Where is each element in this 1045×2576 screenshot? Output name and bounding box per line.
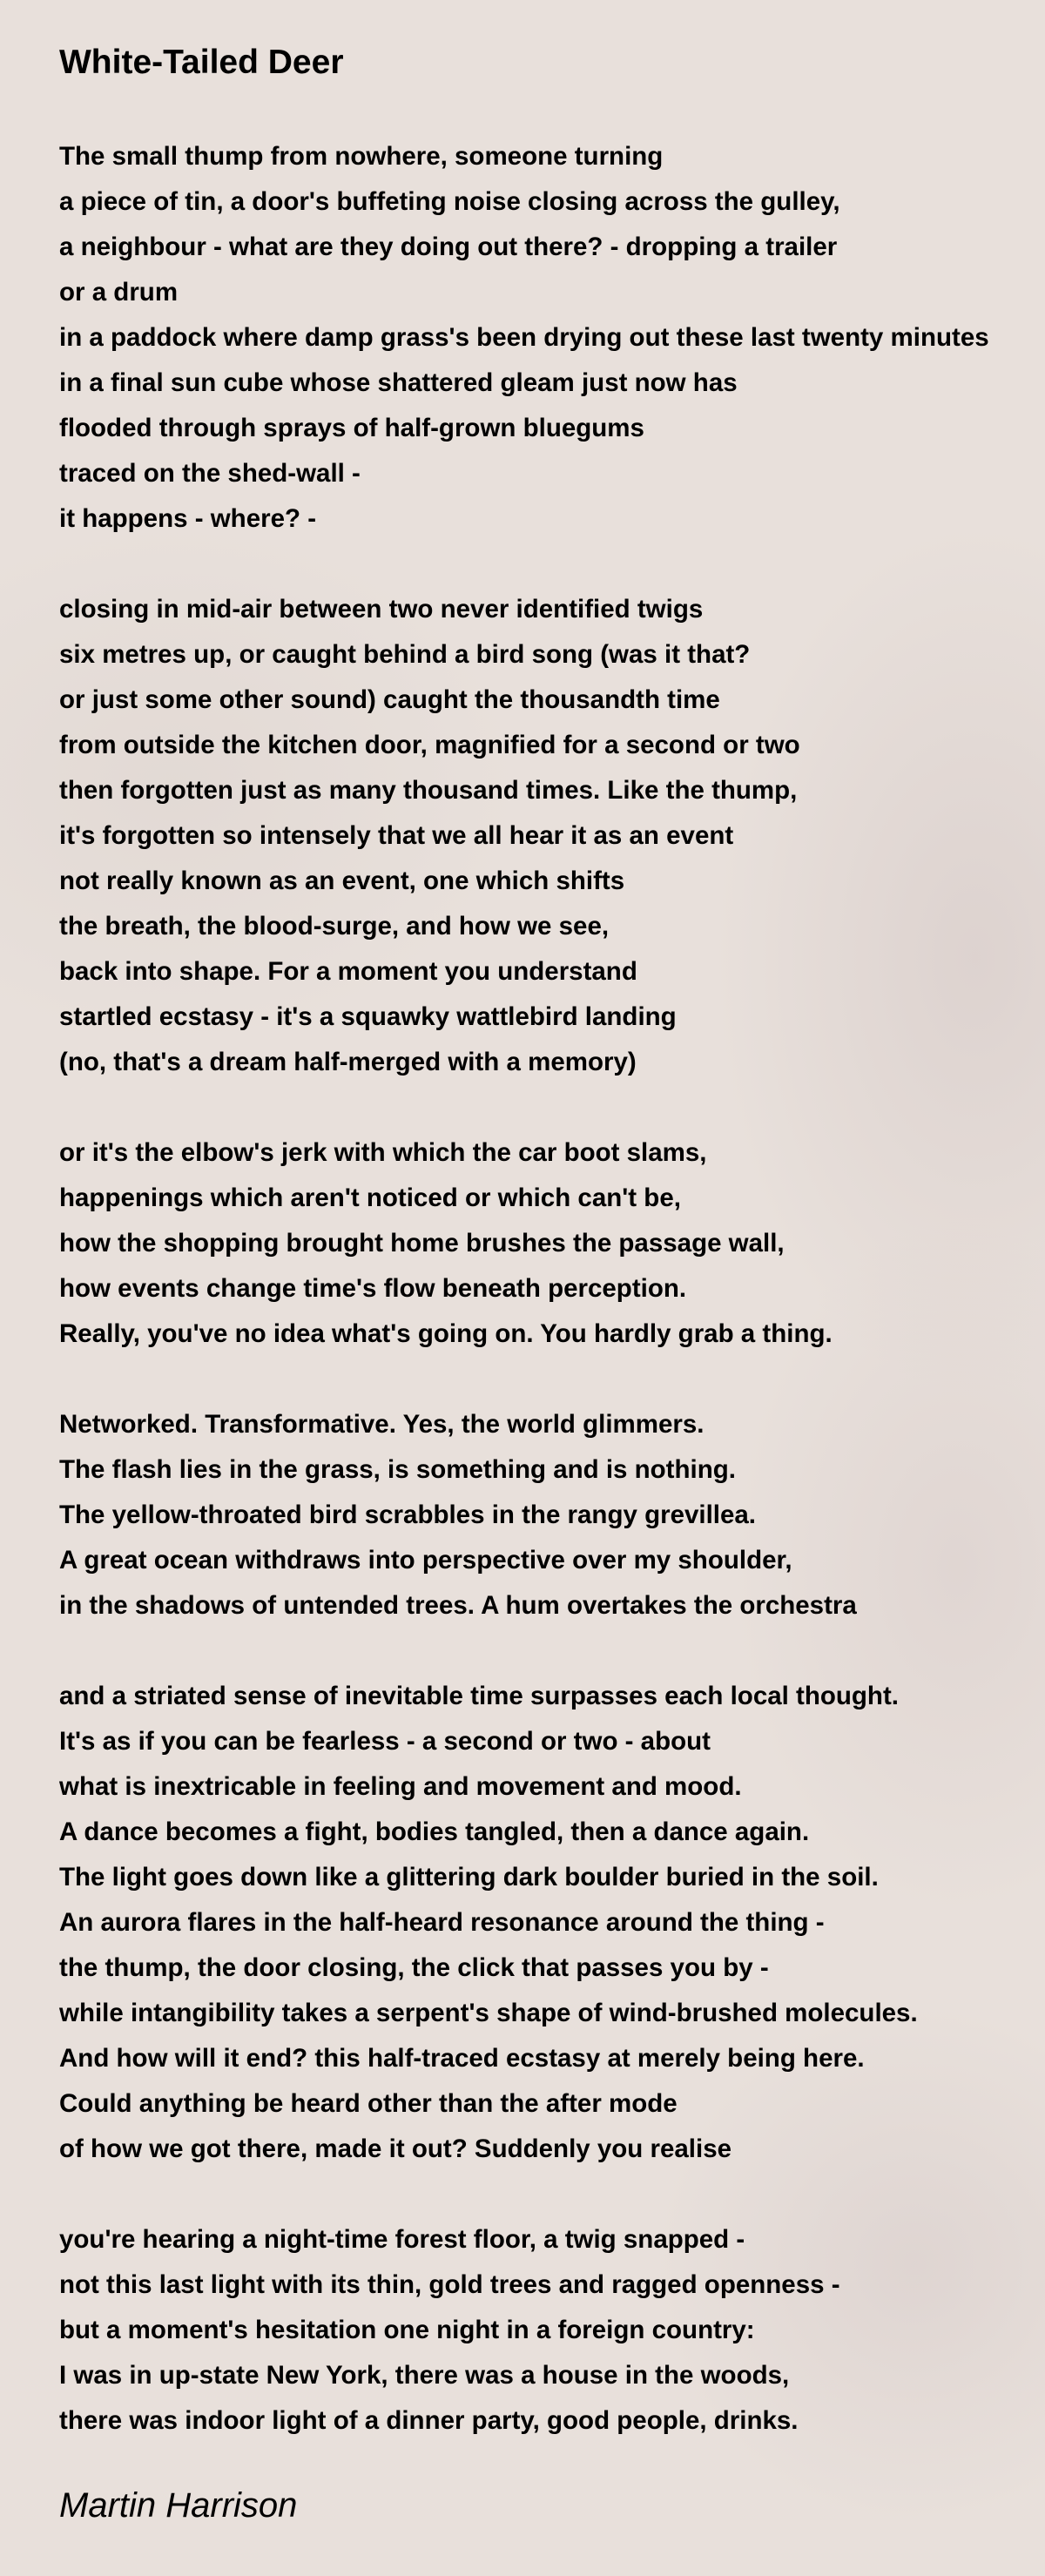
poem-line: flooded through sprays of half-grown bluegums [59, 414, 644, 442]
poem-line: It's as if you can be fearless - a second or two - about [59, 1727, 711, 1756]
stanza [59, 1130, 989, 1357]
poem-line: but a moment's hesitation one night in a foreign country: [59, 2316, 755, 2344]
poem-line: six metres up, or caught behind a bird song (was it that? [59, 640, 751, 669]
poem-line: a piece of tin, a door's buffeting noise closing across the gulley, [59, 187, 840, 216]
poem-line: The flash lies in the grass, is something and is nothing. [59, 1455, 736, 1484]
poem-line: or a drum [59, 278, 179, 307]
poem-line: in a final sun cube whose shattered gleam just now has [59, 368, 738, 397]
poem-line: And how will it end? this half-traced ecstasy at merely being here. [59, 2044, 865, 2073]
poem-line: The small thump from nowhere, someone turning [59, 142, 664, 171]
poem-line: A dance becomes a fight, bodies tangled, then a dance again. [59, 1817, 810, 1846]
stanza [59, 1402, 989, 1629]
poem-title: White-Tailed Deer [59, 44, 344, 81]
poem-line: the breath, the blood-surge, and how we see, [59, 912, 610, 941]
poem-line: The light goes down like a glittering dark boulder buried in the soil. [59, 1863, 879, 1892]
poem-line: Networked. Transformative. Yes, the world glimmers. [59, 1410, 705, 1439]
poem-line: what is inextricable in feeling and movement and mood. [59, 1772, 742, 1801]
poem-line: the thump, the door closing, the click that passes you by - [59, 1953, 769, 1982]
poem-line: in the shadows of untended trees. A hum overtakes the orchestra [59, 1591, 857, 1620]
poem-line: The yellow-throated bird scrabbles in the rangy grevillea. [59, 1500, 756, 1529]
poem-line: Really, you've no idea what's going on. You hardly grab a thing. [59, 1319, 833, 1348]
poem-line: then forgotten just as many thousand times. Like the thump, [59, 776, 798, 805]
poem-line: and a striated sense of inevitable time surpasses each local thought. [59, 1682, 899, 1710]
stanza [59, 587, 989, 1085]
poem-line: a neighbour - what are they doing out there? - dropping a trailer [59, 233, 838, 261]
stanza [59, 134, 989, 542]
poem-line: not this last light with its thin, gold trees and ragged openness - [59, 2270, 840, 2299]
poem-line: there was indoor light of a dinner party, good people, drinks. [59, 2406, 799, 2435]
poem-line: closing in mid-air between two never identified twigs [59, 595, 704, 624]
poem-line: how events change time's flow beneath perception. [59, 1274, 687, 1303]
poem-line: A great ocean withdraws into perspective over my shoulder, [59, 1546, 792, 1575]
poem-line: while intangibility takes a serpent's shape of wind-brushed molecules. [59, 1999, 918, 2027]
poem-line: I was in up-state New York, there was a house in the woods, [59, 2361, 790, 2390]
poem-line: (no, that's a dream half-merged with a memory) [59, 1048, 637, 1076]
poem-line: traced on the shed-wall - [59, 459, 361, 488]
poem-line: in a paddock where damp grass's been drying out these last twenty minutes [59, 323, 989, 352]
poem-line: from outside the kitchen door, magnified for a second or two [59, 731, 800, 759]
stanza [59, 2217, 989, 2444]
poem-line: not really known as an event, one which shifts [59, 867, 625, 895]
poem-line: or it's the elbow's jerk with which the car boot slams, [59, 1138, 707, 1167]
poem-body [59, 134, 989, 2489]
poem-line: happenings which aren't noticed or which can't be, [59, 1183, 681, 1212]
poem-line: back into shape. For a moment you understand [59, 957, 637, 986]
poem-line: An aurora flares in the half-heard resonance around the thing - [59, 1908, 825, 1937]
poem-line: how the shopping brought home brushes the passage wall, [59, 1229, 785, 1258]
poem-line: it's forgotten so intensely that we all hear it as an event [59, 821, 734, 850]
stanza [59, 1674, 989, 2172]
poem-author: Martin Harrison [59, 2486, 298, 2525]
poem-line: startled ecstasy - it's a squawky wattlebird landing [59, 1002, 677, 1031]
poem-line: Could anything be heard other than the after mode [59, 2089, 678, 2118]
poem-line: or just some other sound) caught the thousandth time [59, 685, 720, 714]
poem-line: you're hearing a night-time forest floor, a twig snapped - [59, 2225, 745, 2254]
poem-line: it happens - where? - [59, 504, 317, 533]
poem-line: of how we got there, made it out? Suddenly you realise [59, 2134, 732, 2163]
